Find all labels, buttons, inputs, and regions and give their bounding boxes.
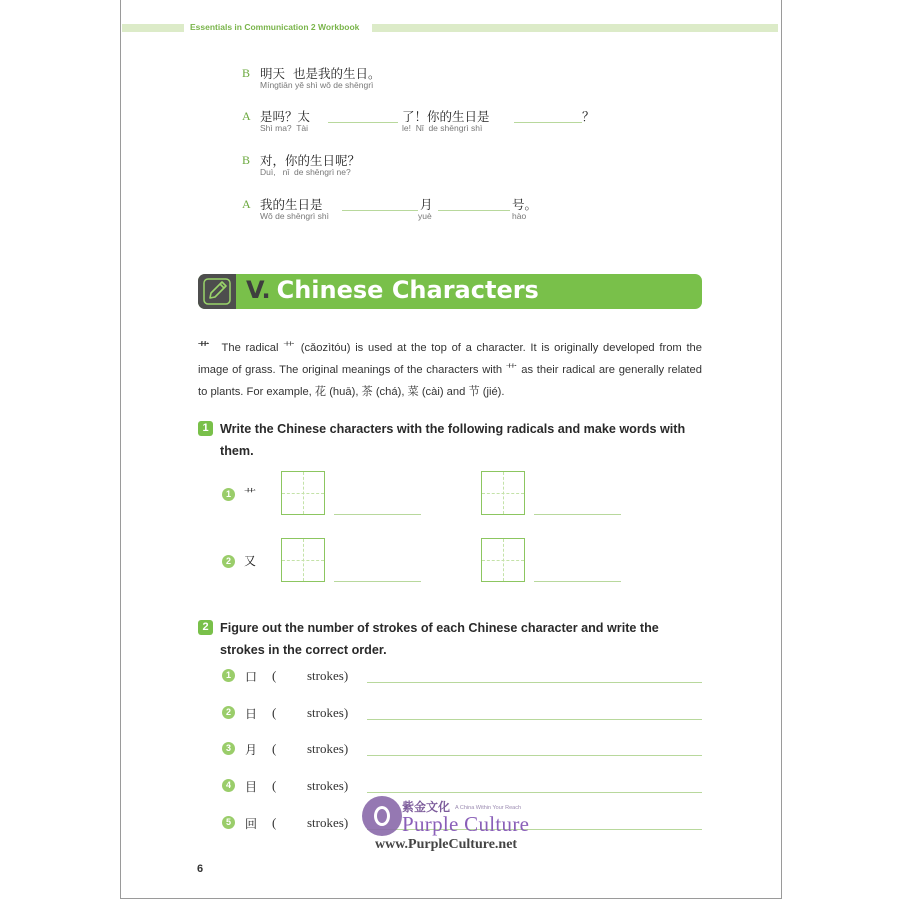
radical-glyph: 艹	[198, 342, 211, 354]
item-number: 4	[222, 779, 235, 792]
pinyin-text: Wǒ de shēngrì shì	[260, 211, 329, 221]
item-number: 1	[222, 669, 235, 682]
radical-label: 又	[244, 554, 257, 568]
item-number: 5	[222, 816, 235, 829]
hanzi-text: 明天 也是我的生日。	[260, 66, 381, 81]
word-line[interactable]	[534, 581, 621, 582]
watermark-brand: Purple Culture	[402, 812, 530, 836]
word-line[interactable]	[334, 514, 421, 515]
stroke-row-1	[222, 668, 702, 688]
hanzi-text: 是吗？太	[260, 109, 311, 124]
character: 回	[245, 817, 258, 831]
watermark-tagline: A China Within Your Reach	[455, 805, 522, 811]
strokes-label: strokes)	[307, 705, 349, 720]
pinyin-text: hào	[512, 211, 527, 221]
question-text: Write the Chinese characters with the following radicals and make words with them.	[220, 422, 686, 458]
header-bar-right	[372, 24, 778, 32]
page-number: 6	[197, 863, 204, 875]
open-paren: (	[272, 741, 277, 756]
question-2	[198, 617, 702, 661]
header-bar-left	[122, 24, 184, 32]
strokes-answer-line[interactable]	[367, 755, 702, 756]
character-grid[interactable]	[281, 538, 325, 582]
item-number: 2	[222, 706, 235, 719]
character: 口	[245, 670, 258, 684]
watermark-url: www.PurpleCulture.net	[375, 837, 518, 852]
character-grid[interactable]	[481, 471, 525, 515]
stroke-row-4	[222, 778, 702, 798]
strokes-label: strokes)	[307, 778, 349, 793]
character: 日	[245, 707, 258, 721]
strokes-answer-line[interactable]	[367, 719, 702, 720]
character-grid[interactable]	[281, 471, 325, 515]
hanzi-text: 号。	[512, 197, 538, 212]
answer-blank[interactable]	[514, 122, 582, 123]
hanzi-text: ？	[582, 109, 595, 124]
speaker-label: B	[242, 153, 251, 167]
radical-label: 艹	[244, 487, 257, 501]
item-number: 3	[222, 742, 235, 755]
open-paren: (	[272, 705, 277, 720]
pinyin-text: yuè	[418, 211, 432, 221]
hanzi-text: 对，你的生日呢？	[260, 153, 361, 168]
item-number: 2	[222, 555, 235, 568]
question-number: 2	[198, 620, 213, 635]
hanzi-text: 了！你的生日是	[402, 109, 490, 124]
question-number: 1	[198, 421, 213, 436]
pinyin-text: Shì ma? Tài	[260, 123, 309, 133]
word-line[interactable]	[534, 514, 621, 515]
item-number: 1	[222, 488, 235, 501]
stroke-row-2	[222, 705, 702, 725]
speaker-label: A	[242, 197, 251, 211]
pinyin-text: Míngtiān yě shì wǒ de shēngrì	[260, 80, 374, 90]
section-banner	[198, 274, 702, 309]
open-paren: (	[272, 815, 277, 830]
purple-culture-logo-icon	[362, 796, 402, 836]
stroke-row-3	[222, 741, 702, 761]
intro-paragraph	[198, 337, 702, 403]
speaker-label: A	[242, 109, 251, 123]
section-title: V. Chinese Characters	[246, 276, 539, 304]
hanzi-text: 月	[420, 197, 433, 212]
month-blank[interactable]	[342, 210, 418, 211]
header-title: Essentials in Communication 2 Workbook	[190, 22, 360, 32]
question-text: Figure out the number of strokes of each Chinese character and write the strokes in the correct order.	[220, 621, 659, 657]
strokes-label: strokes)	[307, 815, 349, 830]
watermark-cn: 紫金文化	[402, 800, 451, 814]
character: 目	[245, 780, 258, 794]
strokes-label: strokes)	[307, 741, 349, 756]
open-paren: (	[272, 668, 277, 683]
character: 月	[245, 743, 258, 757]
pencil-icon	[198, 274, 236, 309]
hanzi-text: 我的生日是	[260, 197, 323, 212]
character-grid[interactable]	[481, 538, 525, 582]
word-line[interactable]	[334, 581, 421, 582]
strokes-answer-line[interactable]	[367, 682, 702, 683]
speaker-label: B	[242, 66, 251, 80]
question-1	[198, 418, 702, 462]
day-blank[interactable]	[438, 210, 510, 211]
answer-blank[interactable]	[328, 122, 398, 123]
strokes-answer-line[interactable]	[367, 792, 702, 793]
pinyin-text: Duì, nǐ de shēngrì ne?	[260, 167, 351, 177]
open-paren: (	[272, 778, 277, 793]
strokes-label: strokes)	[307, 668, 349, 683]
intro-text: The radical 艹 (cǎozìtóu) is used at the top of a character. It is originally developed from the image of grass. The original meanings of the characters with 艹 as their radical are generally related to plants. For example, 花 (huā), 茶 (chá), 菜 (cài) and 节 (jié).	[198, 342, 703, 398]
pinyin-text: le! Nǐ de shēngrì shì	[402, 123, 483, 133]
